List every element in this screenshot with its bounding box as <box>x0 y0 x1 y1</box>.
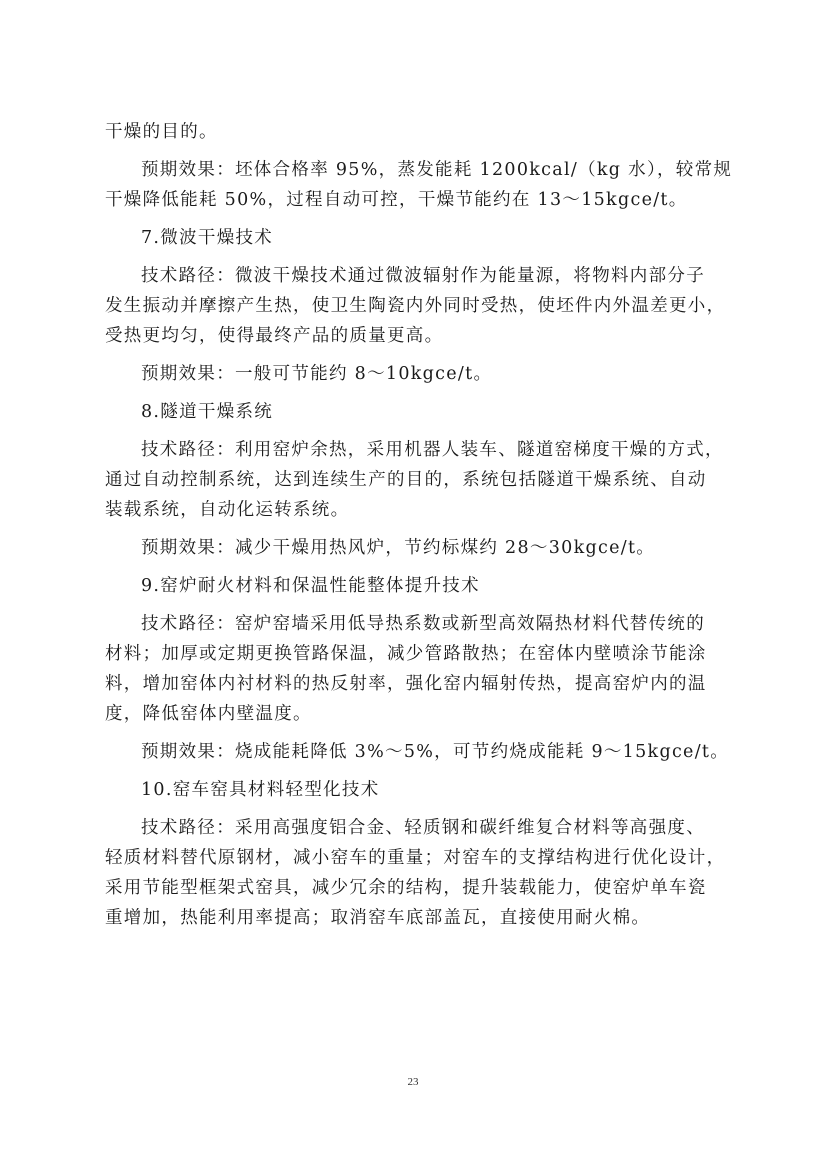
heading-text: 7.微波干燥技术 <box>141 228 274 248</box>
text-line: 受热更均匀，使得最终产品的质量更高。 <box>105 326 444 346</box>
section-heading <box>105 775 725 805</box>
paragraph-expected-effect <box>105 359 725 389</box>
body-text <box>105 117 733 941</box>
text-line: 装载系统，自动化运转系统。 <box>105 500 350 520</box>
text-line: 技术路径：利用窑炉余热，采用机器人装车、隧道窑梯度干燥的方式， <box>141 440 724 460</box>
text-line: 预期效果：烧成能耗降低 3%～5%，可节约烧成能耗 9～15kgce/t。 <box>141 742 730 762</box>
text-line: 技术路径：窑炉窑墙采用低导热系数或新型高效隔热材料代替传统的 <box>141 614 705 634</box>
section-heading <box>105 397 725 427</box>
text-line: 度，降低窑体内壁温度。 <box>105 704 312 724</box>
text-line: 预期效果：坯体合格率 95%，蒸发能耗 1200kcal/（kg 水），较常规 <box>141 160 733 180</box>
text-line: 发生振动并摩擦产生热，使卫生陶瓷内外同时受热，使坯件内外温差更小， <box>105 296 726 316</box>
text-line: 采用节能型框架式窑具，减少冗余的结构，提升装载能力，使窑炉单车瓷 <box>105 878 707 898</box>
paragraph-tech-path <box>105 261 725 351</box>
text-line: 技术路径：微波干燥技术通过微波辐射作为能量源，将物料内部分子 <box>141 266 705 286</box>
paragraph <box>105 117 725 147</box>
text-line: 通过自动控制系统，达到连续生产的目的，系统包括隧道干燥系统、自动 <box>105 470 707 490</box>
text-line: 干燥的目的。 <box>105 122 218 142</box>
page-number: 23 <box>407 1076 419 1088</box>
text-line: 重增加，热能利用率提高；取消窑车底部盖瓦，直接使用耐火棉。 <box>105 908 651 928</box>
paragraph-expected-effect <box>105 737 730 767</box>
paragraph-expected-effect <box>105 533 725 563</box>
text-line: 预期效果：一般可节能约 8～10kgce/t。 <box>141 364 493 384</box>
heading-text: 9.窑炉耐火材料和保温性能整体提升技术 <box>141 576 480 596</box>
heading-text: 10.窑车窑具材料轻型化技术 <box>141 780 380 800</box>
section-heading <box>105 571 725 601</box>
text-line: 料，增加窑体内衬材料的热反射率，强化窑内辐射传热，提高窑炉内的温 <box>105 674 707 694</box>
section-heading <box>105 223 725 253</box>
text-line: 轻质材料替代原钢材，减小窑车的重量；对窑车的支撑结构进行优化设计， <box>105 848 726 868</box>
paragraph-tech-path <box>105 435 725 525</box>
text-line: 材料；加厚或定期更换管路保温，减少管路散热；在窑体内壁喷涂节能涂 <box>105 644 707 664</box>
paragraph-expected-effect <box>105 155 733 215</box>
text-line: 干燥降低能耗 50%，过程自动可控，干燥节能约在 13～15kgce/t。 <box>105 190 688 210</box>
paragraph-tech-path <box>105 813 725 933</box>
paragraph-tech-path <box>105 609 725 729</box>
heading-text: 8.隧道干燥系统 <box>141 402 274 422</box>
text-line: 技术路径：采用高强度铝合金、轻质钢和碳纤维复合材料等高强度、 <box>141 818 705 838</box>
text-line: 预期效果：减少干燥用热风炉，节约标煤约 28～30kgce/t。 <box>141 538 656 558</box>
